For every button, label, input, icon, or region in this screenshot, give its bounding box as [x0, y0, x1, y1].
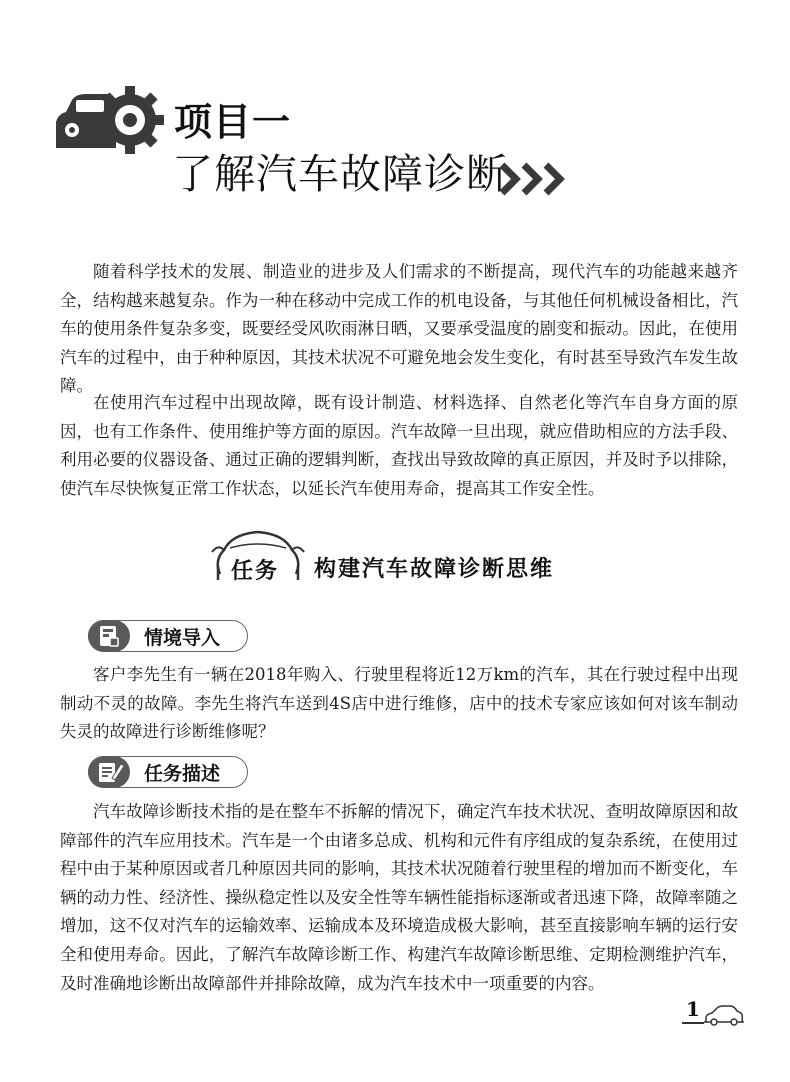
- page-number: 1: [686, 997, 700, 1021]
- label-badge: [88, 756, 130, 788]
- label-badge: [88, 620, 130, 652]
- project-label: 项目一: [174, 100, 292, 144]
- scenario-section-label: [88, 620, 248, 654]
- car-outline-icon: [704, 1004, 744, 1026]
- task-badge: 任务: [231, 559, 280, 584]
- car-gear-icon: [50, 86, 168, 154]
- notepad-pencil-icon: [88, 756, 130, 788]
- task-description-section-label: [88, 756, 248, 790]
- project-title: 了解汽车故障诊断: [172, 150, 508, 198]
- task-description-label: 任务描述: [144, 763, 221, 785]
- footer-rule: [682, 1022, 704, 1024]
- task-description-paragraph: 汽车故障诊断技术指的是在整车不拆解的情况下，确定汽车技术状况、查明故障原因和故障部件的汽车应用技术。汽车是一个由诸多总成、机构和元件有序组成的复杂系统，在使用过程中由于某种原因或者几种原因共同的影响，其技术状况随着行驶里程的增加而不断变化，车辆的动力性、经济性、操纵稳定性以及安全性等车辆性能指标逐渐或者迅速下降，故障率随之增加，这不仅对汽车的运输效率、运输成本及环境造成极大影响，甚至直接影响车辆的运行安全和使用寿命。因此，了解汽车故障诊断工作、构建汽车故障诊断思维、定期检测维护汽车，及时准确地诊断出故障部件并排除故障，成为汽车技术中一项重要的内容。: [60, 802, 738, 993]
- intro-paragraph-2: 在使用汽车过程中出现故障，既有设计制造、材料选择、自然老化等汽车自身方面的原因，也有工作条件、使用维护等方面的原因。汽车故障一旦出现，就应借助相应的方法手段、利用必要的仪器设备、通过正确的逻辑判断，查找出导致故障的真正原因，并及时予以排除，使汽车尽快恢复正常工作状态，以延长汽车使用寿命，提高其工作安全性。: [60, 393, 738, 498]
- triple-chevron-right-icon: [498, 160, 572, 198]
- task-heading: [210, 522, 610, 592]
- scenario-paragraph: 客户李先生有一辆在2018年购入、行驶里程将近12万km的汽车，其在行驶过程中出现制动不灵的故障。李先生将汽车送到4S店中进行维修，店中的技术专家应该如何对该车制动失灵的故障进行诊断维修呢？: [60, 665, 738, 742]
- scenario-label: 情境导入: [144, 627, 221, 649]
- intro-paragraph-1: 随着科学技术的发展、制造业的进步及人们需求的不断提高，现代汽车的功能越来越齐全，结构越来越复杂。作为一种在移动中完成工作的机电设备，与其他任何机械设备相比，汽车的使用条件复杂多变，既要经受风吹雨淋日晒，又要承受温度的剧变和振动。因此，在使用汽车的过程中，由于种种原因，其技术状况不可避免地会发生变化，有时甚至导致汽车发生故障。: [60, 262, 738, 396]
- task-title: 构建汽车故障诊断思维: [314, 557, 555, 582]
- scenario-icon: [88, 620, 130, 652]
